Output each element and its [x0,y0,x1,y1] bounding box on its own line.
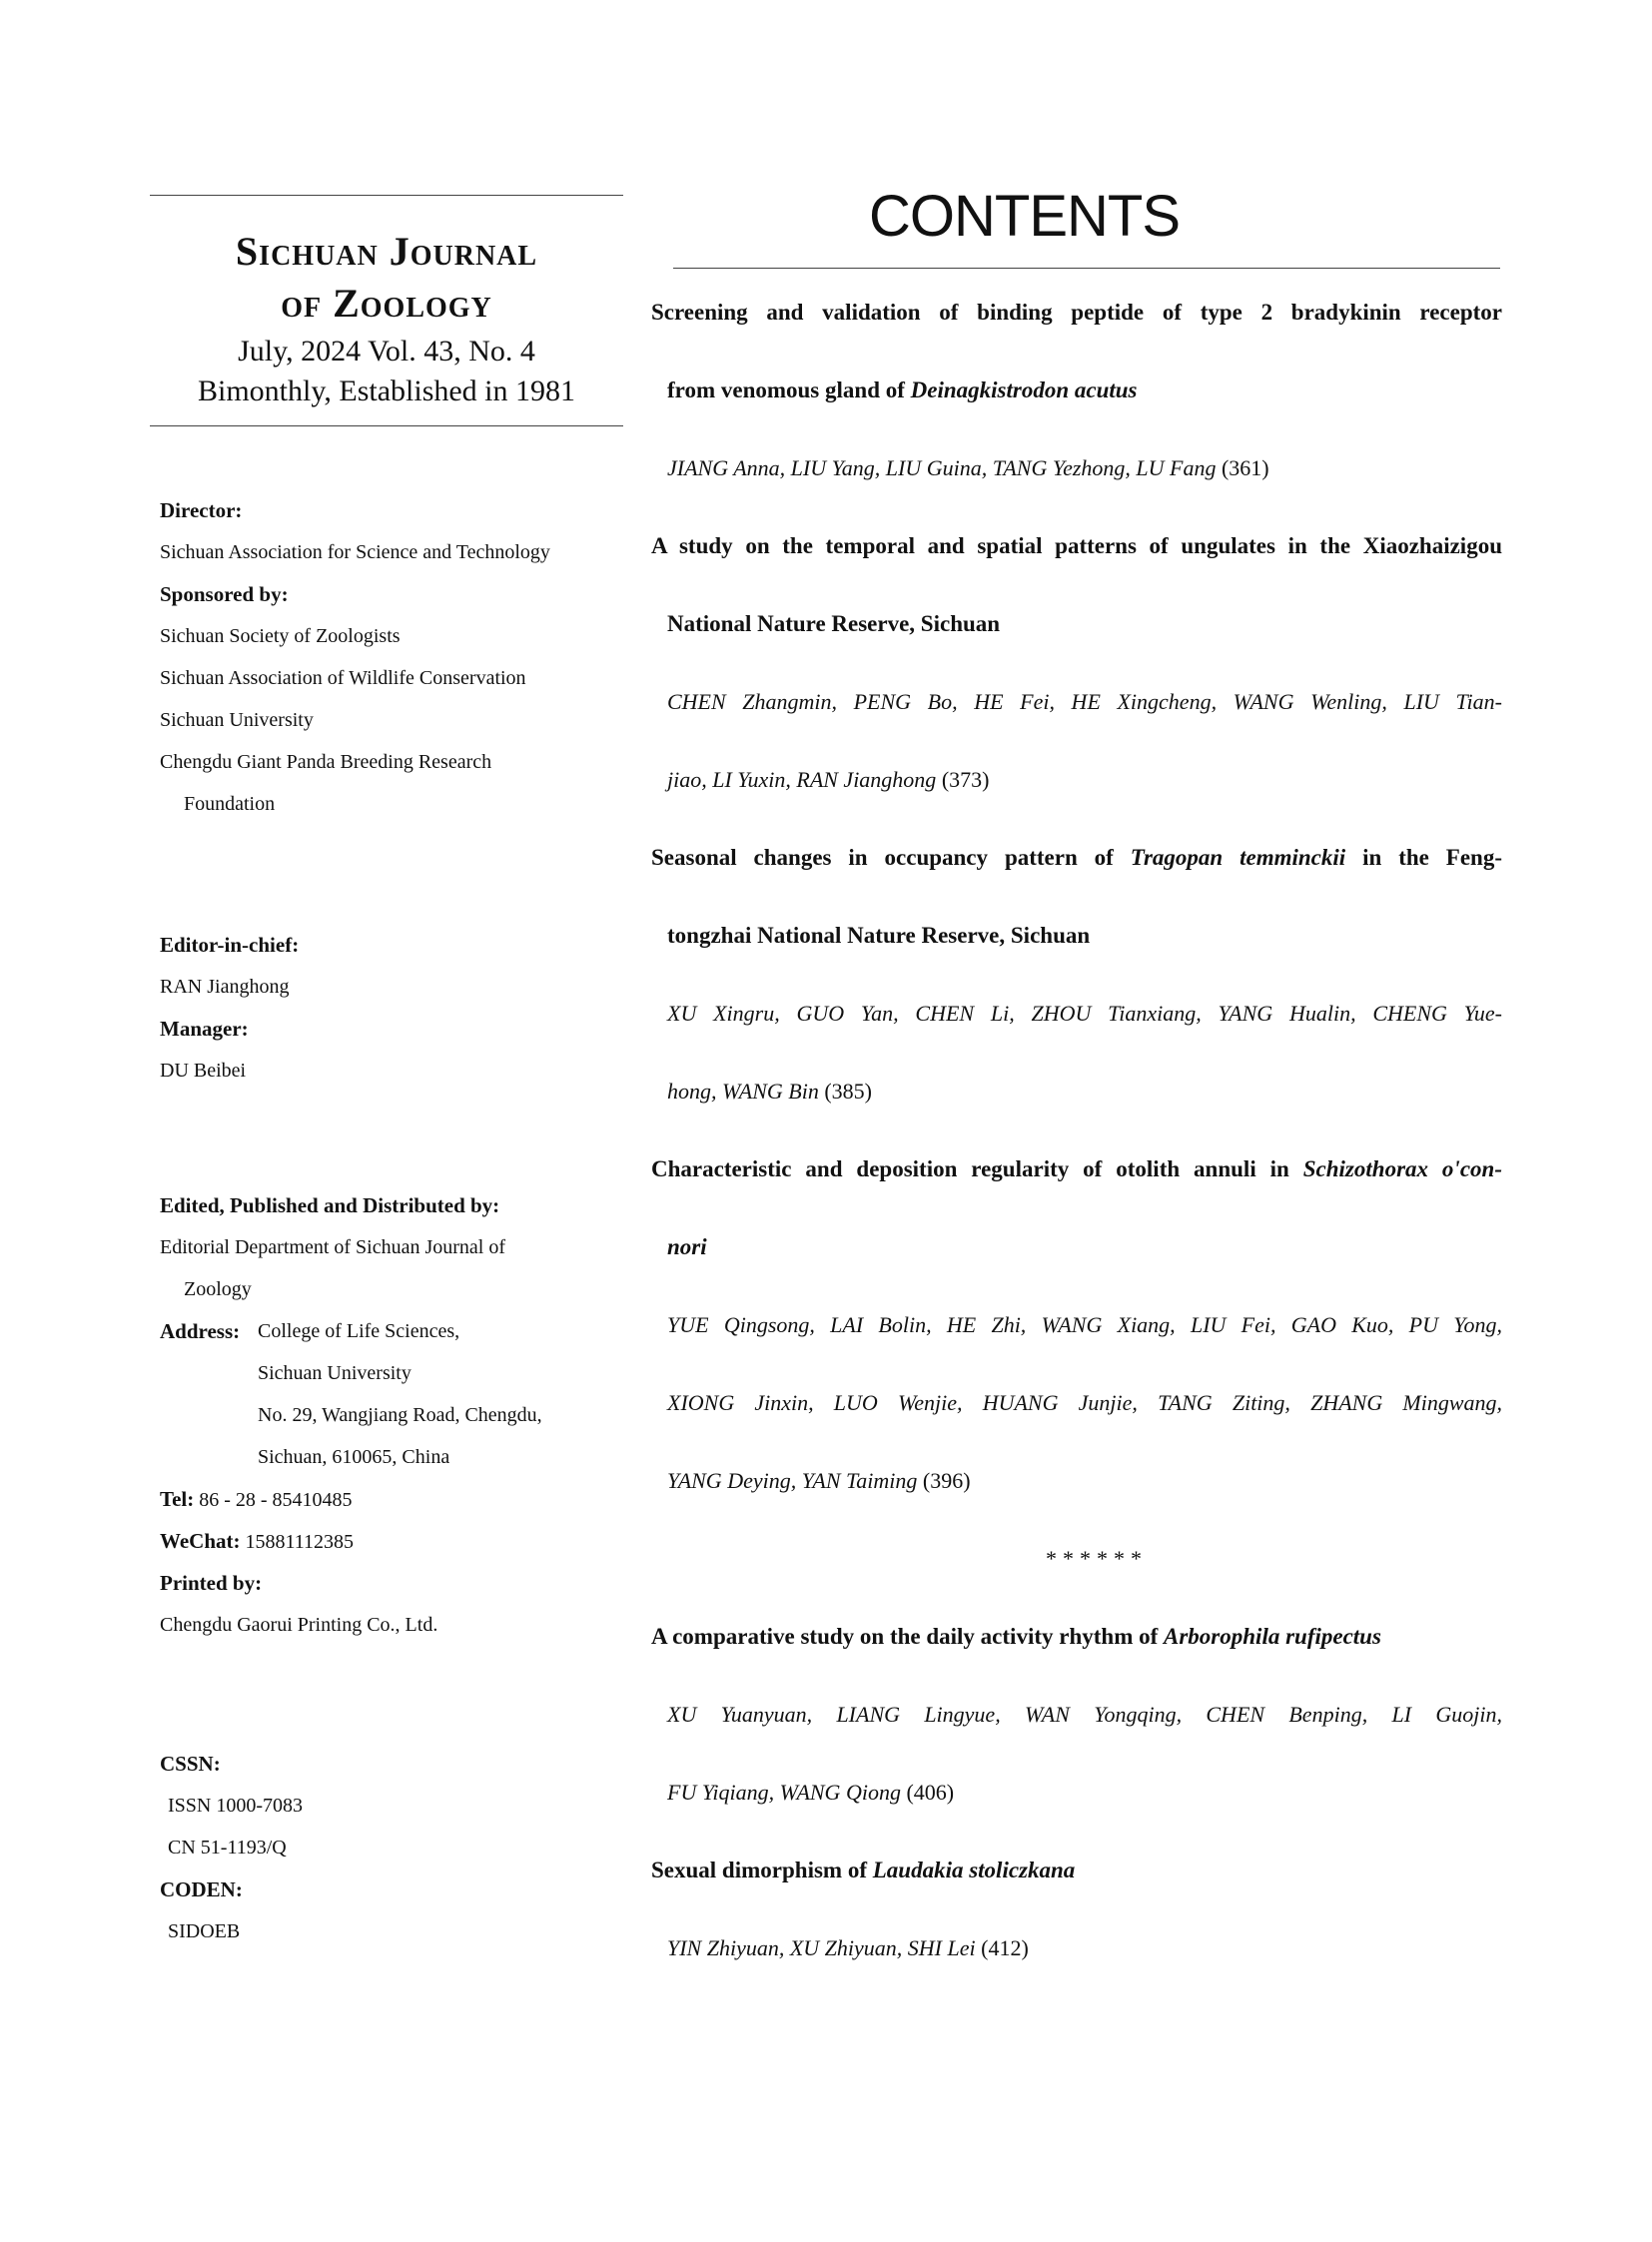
article-title[interactable] [651,1130,1502,1208]
address-line: No. 29, Wangjiang Road, Chengdu, [258,1404,542,1426]
title-text: from venomous gland of [667,377,911,402]
article-authors [651,429,1502,507]
article-authors [651,1754,1502,1832]
article-authors: XIONG Jinxin, LUO Wenjie, HUANG Junjie, TANG Ziting, ZHANG Mingwang, [667,1390,1502,1415]
authors-text: hong, WANG Bin [667,1079,819,1104]
species-name: Laudakia stoliczkana [872,1858,1076,1882]
edited-label: Edited, Published and Distributed by: [160,1193,500,1217]
title-text: Characteristic and deposition regularity of otolith annuli in [651,1156,1303,1181]
masthead-sponsors [160,489,629,825]
section-separator: ****** [1046,1546,1148,1571]
article-authors: CHEN Zhangmin, PENG Bo, HE Fei, HE Xingcheng, WANG Wenling, LIU Tian- [667,689,1502,714]
sponsored-label: Sponsored by: [160,582,289,606]
sponsor-item: Sichuan University [160,709,314,731]
manager-value: DU Beibei [160,1060,247,1082]
species-name: Deinagkistrodon acutus [910,377,1138,402]
journal-title-line-2: of Zoology [281,281,492,326]
article-title[interactable] [651,819,1502,897]
address-label: Address: [160,1319,241,1343]
cn-value: CN 51-1193/Q [168,1837,287,1859]
species-name: nori [667,1234,707,1259]
page-number: (361) [1221,455,1269,480]
page-number: (406) [906,1780,955,1805]
journal-frequency: Bimonthly, Established in 1981 [197,374,576,407]
article-authors: YUE Qingsong, LAI Bolin, HE Zhi, WANG Xiang, LIU Fei, GAO Kuo, PU Yong, [667,1312,1502,1337]
article-title[interactable] [651,1832,1502,1909]
article-title[interactable] [651,1208,1502,1286]
masthead-editors [160,924,629,1092]
coden-label: CODEN: [160,1877,243,1901]
printer-value: Chengdu Gaorui Printing Co., Ltd. [160,1614,438,1636]
director-value: Sichuan Association for Science and Technology [160,541,550,563]
cssn-label: CSSN: [160,1752,221,1776]
authors-text: JIANG Anna, LIU Yang, LIU Guina, TANG Yezhong, LU Fang [667,455,1217,480]
editor-label: Editor-in-chief: [160,933,300,957]
article-title[interactable] [651,1598,1502,1676]
address-line: College of Life Sciences, [258,1320,460,1342]
title-text: A comparative study on the daily activity rhythm of [651,1624,1165,1649]
article-authors [651,741,1502,819]
journal-title-line-1: Sichuan Journal [235,229,538,274]
address-line: Sichuan, 610065, China [258,1446,450,1468]
authors-text: YANG Deying, YAN Taiming [667,1468,918,1493]
journal-issue: July, 2024 Vol. 43, No. 4 [238,335,535,368]
coden-value: SIDOEB [168,1920,241,1942]
article-title[interactable]: tongzhai National Nature Reserve, Sichuan [667,923,1091,948]
sponsor-item: Foundation [184,793,276,815]
tel-label: Tel: [160,1487,195,1511]
authors-text: jiao, LI Yuxin, RAN Jianghong [667,767,937,792]
masthead-codes [160,1743,629,1952]
species-name: Tragopan temminckii [1130,845,1346,870]
top-rule [150,195,623,196]
authors-text: YIN Zhiyuan, XU Zhiyuan, SHI Lei [667,1935,976,1960]
sponsor-item: Sichuan Association of Wildlife Conservation [160,667,526,689]
sponsor-item: Chengdu Giant Panda Breeding Research [160,751,492,773]
wechat-row [160,1520,629,1562]
article-title[interactable] [651,352,1502,429]
contents-heading: CONTENTS [869,184,1180,249]
manager-label: Manager: [160,1017,249,1041]
address-row [160,1310,629,1352]
authors-text: FU Yiqiang, WANG Qiong [667,1780,901,1805]
article-authors: XU Xingru, GUO Yan, CHEN Li, ZHOU Tianxiang, YANG Hualin, CHENG Yue- [667,1001,1502,1026]
tel-row [160,1478,629,1520]
species-name: Schizothorax o'con- [1302,1156,1502,1181]
article-title[interactable]: Screening and validation of binding peptide of type 2 bradykinin receptor [651,300,1502,325]
article-authors [651,1442,1502,1520]
title-text: in the Feng- [1345,845,1502,870]
title-text: Sexual dimorphism of [651,1858,873,1882]
bottom-rule [150,425,623,426]
director-label: Director: [160,498,243,522]
edited-value-line-2: Zoology [184,1278,252,1300]
sponsor-item: Sichuan Society of Zoologists [160,625,401,647]
journal-header [150,195,623,426]
article-authors [651,1053,1502,1130]
page-number: (385) [824,1079,872,1104]
wechat-value: 15881112385 [245,1531,355,1553]
page-number: (396) [922,1468,971,1493]
article-title[interactable]: A study on the temporal and spatial patterns of ungulates in the Xiaozhaizigou [651,533,1502,558]
address-line: Sichuan University [258,1362,412,1384]
tel-value: 86 - 28 - 85410485 [199,1489,353,1511]
article-authors [651,1909,1502,1987]
wechat-label: WeChat: [160,1529,241,1553]
editor-value: RAN Jianghong [160,976,290,998]
table-of-contents [651,274,1502,1987]
issn-value: ISSN 1000-7083 [168,1795,304,1817]
article-authors: XU Yuanyuan, LIANG Lingyue, WAN Yongqing, CHEN Benping, LI Guojin, [667,1702,1502,1727]
printed-label: Printed by: [160,1571,263,1595]
species-name: Arborophila rufipectus [1164,1624,1381,1649]
page-number: (373) [941,767,990,792]
title-text: Seasonal changes in occupancy pattern of [651,845,1131,870]
page-number: (412) [981,1935,1029,1960]
article-title[interactable]: National Nature Reserve, Sichuan [667,611,1001,636]
masthead-publisher [160,1184,629,1646]
edited-value-line-1: Editorial Department of Sichuan Journal of [160,1236,506,1258]
contents-rule [673,268,1500,269]
